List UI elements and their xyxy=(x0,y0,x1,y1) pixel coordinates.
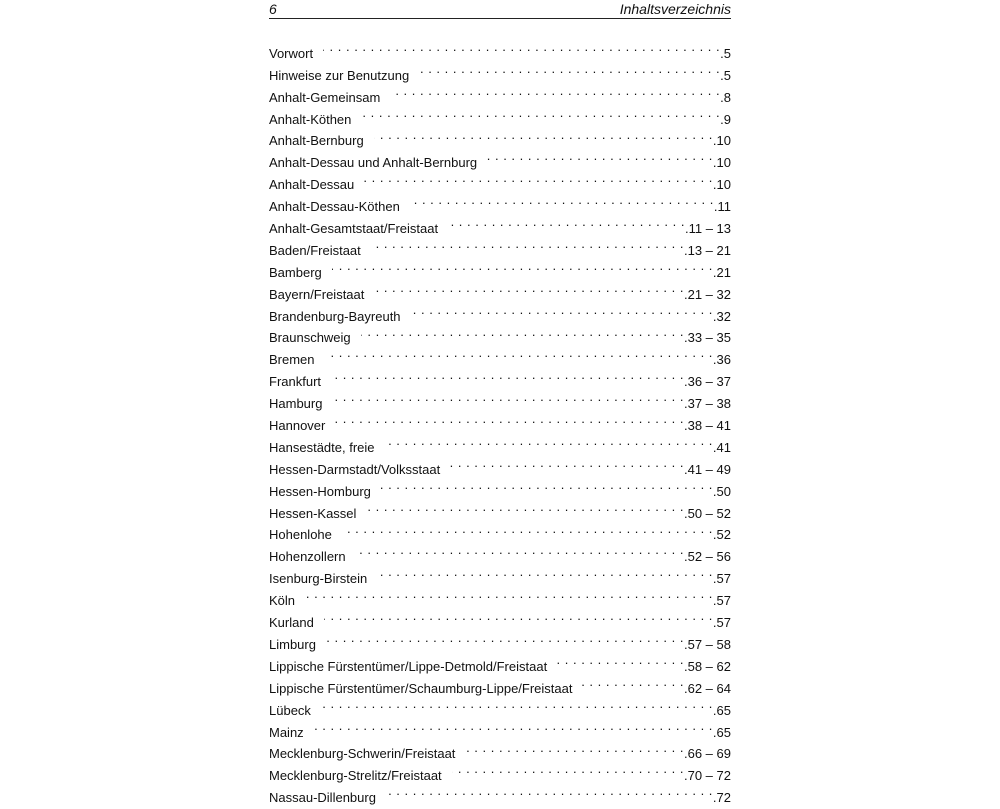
toc-entry xyxy=(269,342,731,368)
dot-leader xyxy=(557,649,684,671)
toc-entry-title: Lippische Fürstentümer/Schaumburg-Lippe/Freistaat xyxy=(269,680,573,696)
toc-entry-title: Anhalt-Gemeinsam xyxy=(269,89,381,105)
toc-entry-title: Anhalt-Dessau xyxy=(269,177,355,193)
toc-entry-title: Anhalt-Bernburg xyxy=(269,133,364,149)
toc-entry-page: .52 – 56 xyxy=(684,549,731,565)
toc-entry-page: .65 xyxy=(712,724,731,740)
toc-entry-page: .8 xyxy=(720,89,731,105)
toc-entry-title: Bayern/Freistaat xyxy=(269,286,365,302)
dot-leader xyxy=(582,671,684,693)
dot-leader xyxy=(323,36,720,58)
dot-leader xyxy=(324,605,713,627)
toc-entry-page: .10 xyxy=(712,177,731,193)
dot-leader xyxy=(450,452,684,474)
toc-entry-page: .62 – 64 xyxy=(684,680,731,696)
toc-entry-title: Hinweise zur Benutzung xyxy=(269,67,410,83)
toc-entry-page: .41 xyxy=(712,439,731,455)
toc-entry-title: Bremen xyxy=(269,352,315,368)
dot-leader xyxy=(321,693,713,715)
toc-entry-title: Mecklenburg-Strelitz/Freistaat xyxy=(269,768,442,784)
toc-entry xyxy=(269,715,731,740)
toc-entry-title: Anhalt-Köthen xyxy=(269,111,352,127)
toc-entry-page: .58 – 62 xyxy=(684,658,731,674)
toc-entry xyxy=(269,605,731,631)
dot-leader xyxy=(366,496,684,518)
toc-entry-title: Hohenlohe xyxy=(269,527,332,543)
dot-leader xyxy=(364,167,713,189)
toc-entry-page: .13 – 21 xyxy=(684,242,731,258)
toc-entry-page: .10 xyxy=(712,155,731,171)
toc-entry-page: .65 xyxy=(712,702,731,718)
toc-entry xyxy=(269,737,731,762)
toc-entry xyxy=(269,583,731,609)
toc-entry xyxy=(269,430,731,455)
toc-entry xyxy=(269,277,731,302)
table-of-contents xyxy=(269,36,731,806)
toc-entry-title: Isenburg-Birstein xyxy=(269,571,368,587)
dot-leader xyxy=(385,430,713,452)
toc-entry-page: .66 – 69 xyxy=(684,746,731,762)
toc-entry-title: Anhalt-Dessau und Anhalt-Bernburg xyxy=(269,155,478,171)
toc-entry-page: .9 xyxy=(720,111,731,127)
toc-entry-page: .72 xyxy=(712,790,731,806)
dot-leader xyxy=(381,474,713,496)
toc-entry-title: Hohenzollern xyxy=(269,549,346,565)
toc-entry-title: Hamburg xyxy=(269,396,323,412)
toc-entry-page: .50 – 52 xyxy=(684,505,731,521)
toc-entry-page: .21 – 32 xyxy=(684,286,731,302)
toc-entry-title: Hannover xyxy=(269,418,326,434)
dot-leader xyxy=(487,145,713,167)
toc-entry-page: .5 xyxy=(720,45,731,61)
dot-leader xyxy=(411,299,713,321)
page-number: 6 xyxy=(269,1,277,17)
toc-entry-page: .41 – 49 xyxy=(684,461,731,477)
dot-leader xyxy=(332,386,684,408)
toc-entry-page: .57 xyxy=(712,615,731,631)
dot-leader xyxy=(325,342,713,364)
toc-entry-page: .21 xyxy=(712,264,731,280)
toc-entry-page: .11 xyxy=(713,199,731,215)
toc-entry-title: Köln xyxy=(269,593,296,609)
toc-entry-title: Lippische Fürstentümer/Lippe-Detmold/Freistaat xyxy=(269,658,548,674)
toc-entry-title: Kurland xyxy=(269,615,314,631)
dot-leader xyxy=(361,321,684,343)
toc-entry xyxy=(269,408,731,434)
toc-entry-page: .57 xyxy=(712,571,731,587)
document-page xyxy=(269,0,731,806)
toc-entry-page: .50 xyxy=(712,483,731,499)
toc-entry-page: .11 – 13 xyxy=(684,221,731,237)
dot-leader xyxy=(361,102,720,124)
toc-entry xyxy=(269,693,731,718)
dot-leader xyxy=(374,277,684,299)
toc-entry-title: Mecklenburg-Schwerin/Freistaat xyxy=(269,746,456,762)
dot-leader xyxy=(314,715,713,737)
toc-entry-title: Hessen-Homburg xyxy=(269,483,371,499)
toc-entry-title: Hessen-Darmstadt/Volksstaat xyxy=(269,461,441,477)
toc-entry-title: Hessen-Kassel xyxy=(269,505,357,521)
toc-entry xyxy=(269,627,731,652)
toc-entry xyxy=(269,255,731,280)
toc-entry-title: Vorwort xyxy=(269,45,314,61)
toc-entry-title: Frankfurt xyxy=(269,374,322,390)
dot-leader xyxy=(342,518,713,540)
toc-entry-page: .37 – 38 xyxy=(684,396,731,412)
dot-leader xyxy=(332,255,713,277)
dot-leader xyxy=(326,627,684,649)
toc-entry-page: .32 xyxy=(712,308,731,324)
toc-entry-title: Hansestädte, freie xyxy=(269,439,375,455)
dot-leader xyxy=(448,211,685,233)
dot-leader xyxy=(305,583,713,605)
toc-entry-title: Nassau-Dillenburg xyxy=(269,790,376,806)
dot-leader xyxy=(390,80,720,102)
page-title: Inhaltsverzeichnis xyxy=(619,1,731,17)
dot-leader xyxy=(410,189,714,211)
toc-entry-title: Anhalt-Dessau-Köthen xyxy=(269,199,400,215)
toc-entry-title: Braunschweig xyxy=(269,330,351,346)
dot-leader xyxy=(335,408,684,430)
toc-entry-page: .10 xyxy=(712,133,731,149)
dot-leader xyxy=(371,233,684,255)
toc-entry-page: .57 xyxy=(712,593,731,609)
toc-entry xyxy=(269,36,731,61)
toc-entry-title: Lübeck xyxy=(269,702,311,718)
toc-entry-page: .52 xyxy=(712,527,731,543)
dot-leader xyxy=(419,58,720,80)
toc-entry-title: Anhalt-Gesamtstaat/Freistaat xyxy=(269,221,439,237)
page-header xyxy=(269,0,731,19)
toc-entry-title: Mainz xyxy=(269,724,304,740)
toc-entry-page: .38 – 41 xyxy=(684,418,731,434)
toc-entry xyxy=(269,386,731,412)
toc-entry-page: .36 xyxy=(712,352,731,368)
dot-leader xyxy=(374,124,713,146)
toc-entry xyxy=(269,58,731,83)
toc-entry-title: Limburg xyxy=(269,636,316,652)
toc-entry-page: .36 – 37 xyxy=(684,374,731,390)
dot-leader xyxy=(452,758,684,780)
dot-leader xyxy=(356,539,684,561)
toc-entry xyxy=(269,364,731,390)
toc-entry-title: Bamberg xyxy=(269,264,322,280)
toc-entry-title: Baden/Freistaat xyxy=(269,242,361,258)
toc-entry-page: .33 – 35 xyxy=(684,330,731,346)
dot-leader xyxy=(377,561,713,583)
dot-leader xyxy=(465,737,684,759)
toc-entry-title: Brandenburg-Bayreuth xyxy=(269,308,401,324)
toc-entry xyxy=(269,649,731,674)
dot-leader xyxy=(386,780,713,802)
toc-entry-page: .5 xyxy=(720,67,731,83)
toc-entry-page: .70 – 72 xyxy=(684,768,731,784)
dot-leader xyxy=(331,364,684,386)
toc-entry-page: .57 – 58 xyxy=(684,636,731,652)
